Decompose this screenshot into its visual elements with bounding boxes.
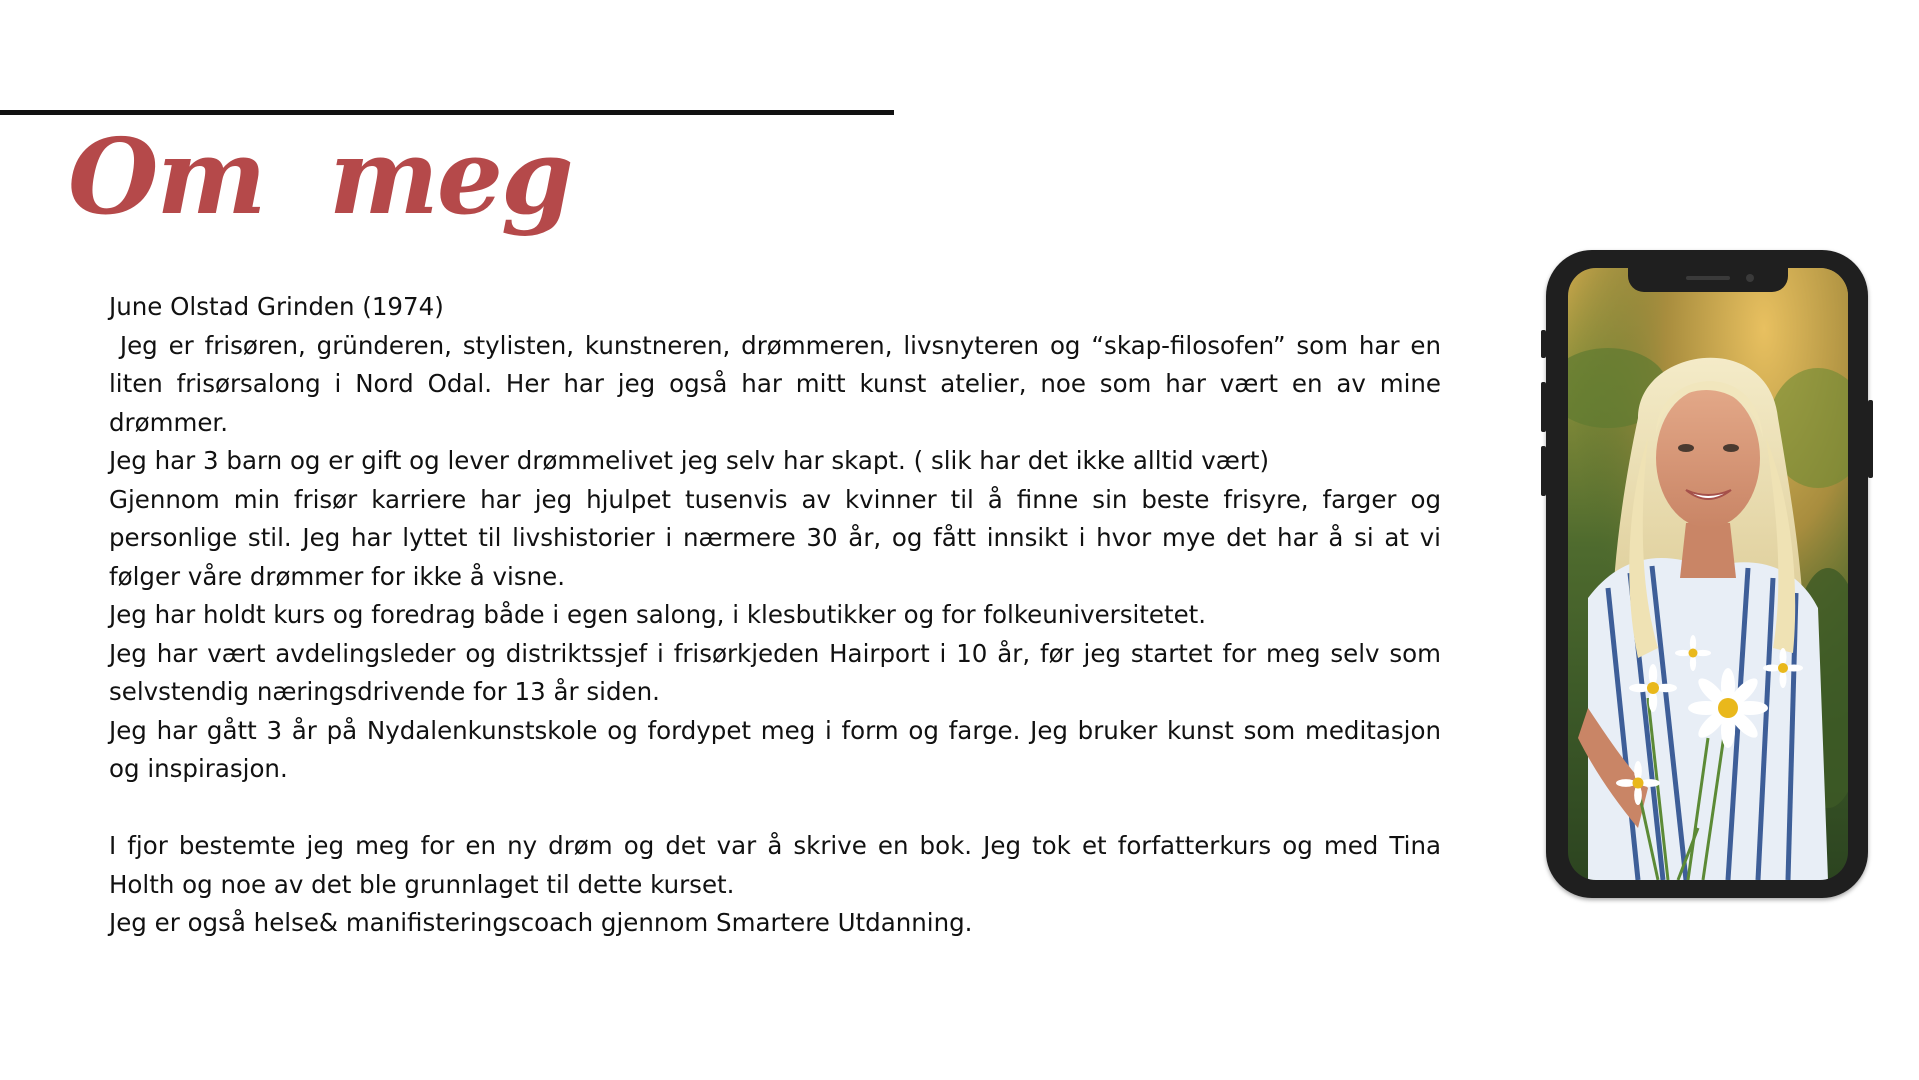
bio-text-block	[109, 288, 1449, 943]
front-camera-icon	[1746, 274, 1754, 282]
phone-side-button-volume-up	[1541, 382, 1546, 432]
bio-paragraph-hairport: Jeg har vært avdelingsleder og distriktssjef i frisørkjeden Hairport i 10 år, før jeg startet for meg selv som selvstendig næringsdrivende for 13 år siden.	[109, 638, 1441, 706]
phone-side-button-silent	[1541, 330, 1546, 358]
phone-side-button-power	[1868, 400, 1873, 478]
phone-notch	[1628, 268, 1788, 292]
bio-paragraph-coach: Jeg er også helse& manifisteringscoach gjennom Smartere Utdanning.	[109, 908, 973, 937]
portrait-photo	[1568, 268, 1848, 880]
bio-paragraph-courses: Jeg har holdt kurs og foredrag både i egen salong, i klesbutikker og for folkeuniversitetet.	[109, 600, 1207, 629]
bio-paragraph-career: Gjennom min frisør karriere har jeg hjulpet tusenvis av kvinner til å finne sin beste frisyre, farger og personlige stil. Jeg har lyttet til livshistorier i nærmere 30 år, og fått innsikt i hvor mye det har å si at vi følger våre drømmer for ikke å visne.	[109, 484, 1441, 591]
bio-paragraph-family: Jeg har 3 barn og er gift og lever drømmelivet jeg selv har skapt. ( slik har det ikke alltid vært)	[109, 446, 1270, 475]
phone-mockup	[1546, 250, 1868, 898]
phone-side-button-volume-down	[1541, 446, 1546, 496]
bio-paragraph-name: June Olstad Grinden (1974)	[109, 292, 444, 321]
bio-paragraph-intro: Jeg er frisøren, gründeren, stylisten, kunstneren, drømmeren, livsnyteren og “skap-filosofen” som har en liten frisørsalong i Nord Odal. Her har jeg også har mitt kunst atelier, noe som har vært en av mine drømmer.	[109, 330, 1449, 437]
bio-paragraph-book: I fjor bestemte jeg meg for en ny drøm og det var å skrive en bok. Jeg tok et forfatterkurs og med Tina Holth og noe av det ble grunnlaget til dette kurset.	[109, 831, 1441, 899]
speaker-grille	[1686, 276, 1730, 280]
phone-screen	[1568, 268, 1848, 880]
page-title: Om meg	[68, 115, 572, 238]
paragraph-spacer	[109, 789, 1441, 828]
bio-paragraph-art-school: Jeg har gått 3 år på Nydalenkunstskole og fordypet meg i form og farge. Jeg bruker kunst som meditasjon og inspirasjon.	[109, 715, 1441, 783]
